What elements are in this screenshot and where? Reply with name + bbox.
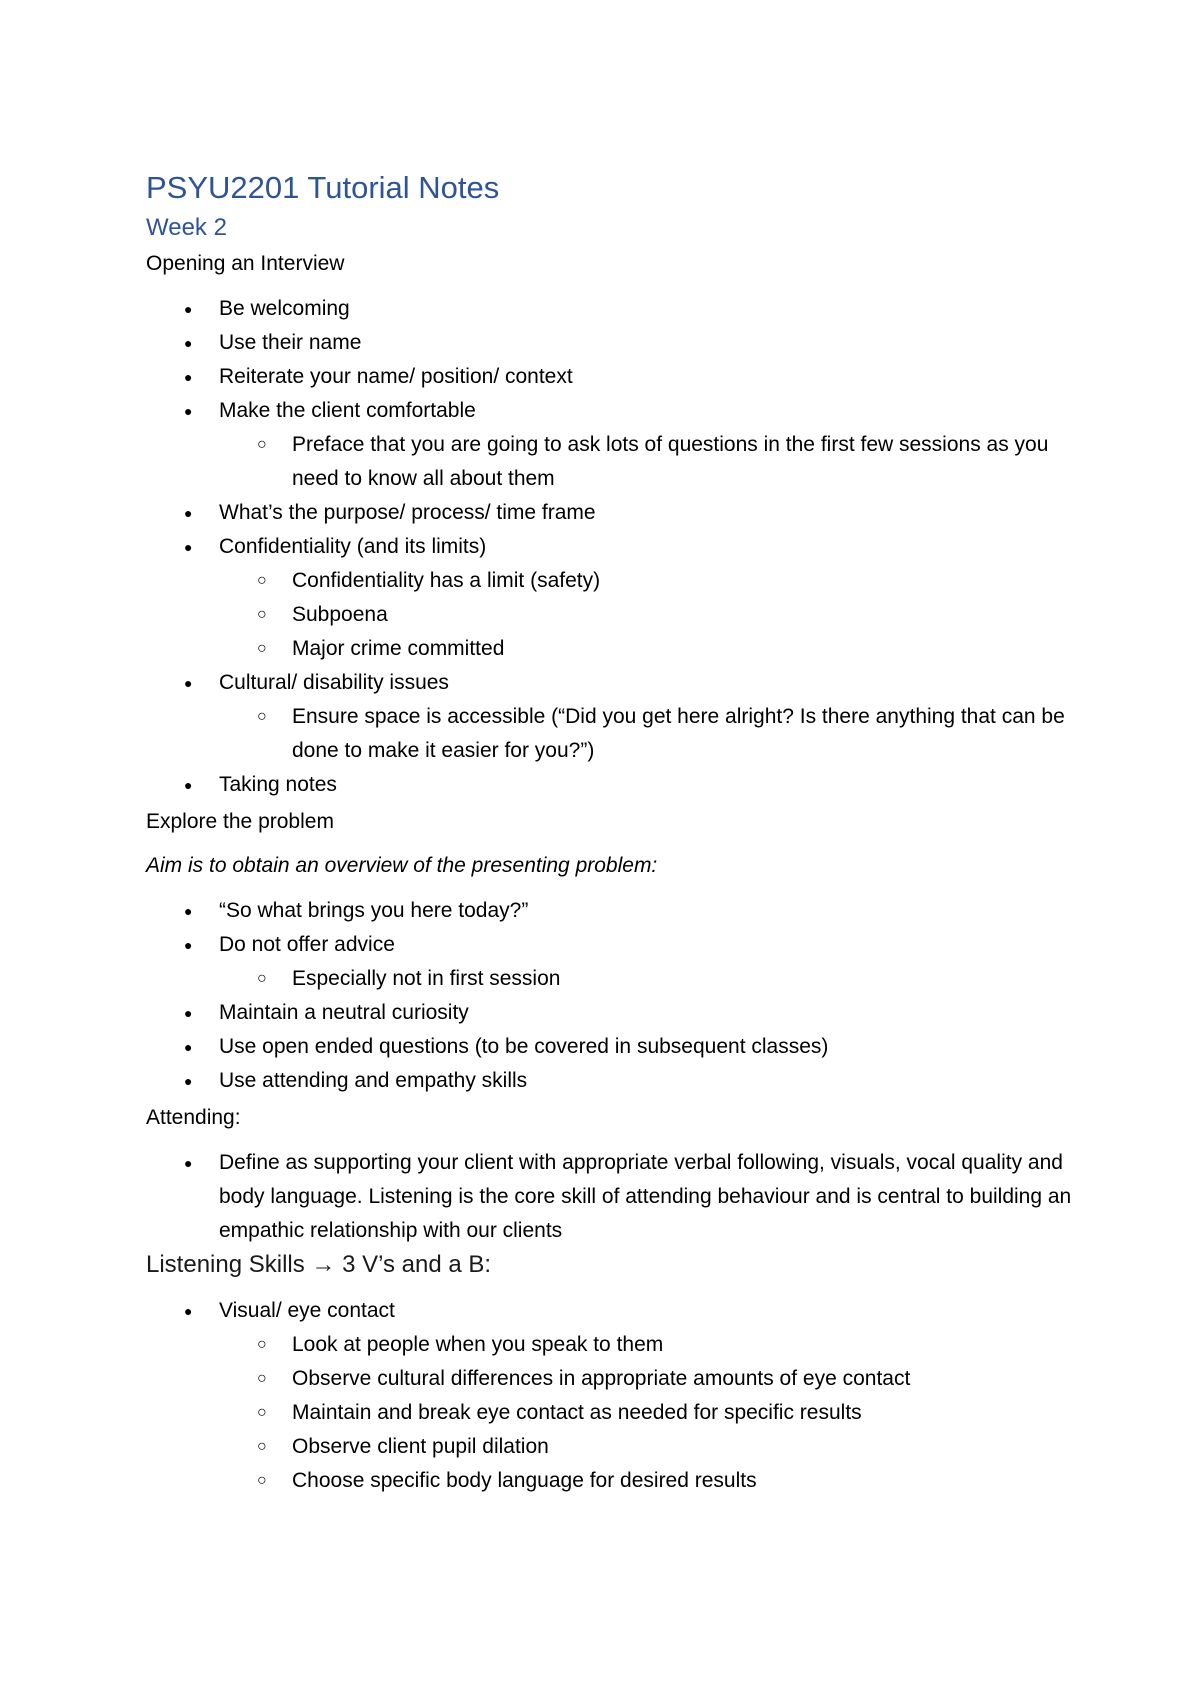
bullet-icon: ● <box>184 903 193 919</box>
sub-bullet-icon: ○ <box>257 640 267 657</box>
bullet-icon: ● <box>184 675 193 691</box>
list-item: ● Taking notes <box>146 768 1080 802</box>
attending-list <box>146 1146 1080 1248</box>
sub-bullet-icon: ○ <box>257 1404 267 1421</box>
bullet-icon: ● <box>184 1073 193 1089</box>
section-heading-opening: Opening an Interview <box>146 252 345 275</box>
bullet-icon: ● <box>184 1303 193 1319</box>
sub-list-item: ○ Observe client pupil dilation <box>219 1430 1080 1464</box>
list-item: ● Use open ended questions (to be covered in subsequent classes) <box>146 1030 1080 1064</box>
sub-list-item: ○ Look at people when you speak to them <box>219 1328 1080 1362</box>
aim-statement: Aim is to obtain an overview of the presenting problem: <box>146 854 658 877</box>
listening-list <box>146 1294 1080 1498</box>
list-item: ● Be welcoming <box>146 292 1080 326</box>
bullet-icon: ● <box>184 1155 193 1171</box>
bullet-icon: ● <box>184 505 193 521</box>
sub-list-item: ○ Major crime committed <box>219 632 1080 666</box>
sub-list-item: ○ Ensure space is accessible (“Did you get here alright? Is there anything that can be done to make it easier for you?”) <box>219 700 1080 768</box>
sub-list <box>219 962 1080 996</box>
bullet-icon: ● <box>184 1039 193 1055</box>
list-item: ● Make the client comfortable ○ Preface that you are going to ask lots of questions in the first few sessions as you need to know all about them <box>146 394 1080 496</box>
sub-bullet-icon: ○ <box>257 572 267 589</box>
list-item: ● Define as supporting your client with appropriate verbal following, visuals, vocal quality and body language. Listening is the core skill of attending behaviour and is central to building an empathic relationship with our clients <box>146 1146 1080 1248</box>
sub-bullet-icon: ○ <box>257 1336 267 1353</box>
list-item: ● Reiterate your name/ position/ context <box>146 360 1080 394</box>
sub-list-item: ○ Especially not in first session <box>219 962 1080 996</box>
sub-list <box>219 428 1080 496</box>
section-heading-attending: Attending: <box>146 1106 241 1129</box>
sub-list <box>219 564 1080 666</box>
list-item: ● Visual/ eye contact ○ Look at people when you speak to them ○ Observe cultural differences in appropriate amounts of eye contact ○ Maintain and break eye contact as needed for specific results ○ Observe client pupil dilation ○ Choose specific body language for desired results <box>146 1294 1080 1498</box>
sub-list-item: ○ Observe cultural differences in appropriate amounts of eye contact <box>219 1362 1080 1396</box>
section-heading-explore: Explore the problem <box>146 810 334 833</box>
list-item: ● Use their name <box>146 326 1080 360</box>
bullet-icon: ● <box>184 777 193 793</box>
bullet-icon: ● <box>184 1005 193 1021</box>
list-item: ● Maintain a neutral curiosity <box>146 996 1080 1030</box>
list-item: ● Cultural/ disability issues ○ Ensure space is accessible (“Did you get here alright? Is there anything that can be done to make it easier for you?”) <box>146 666 1080 768</box>
sub-list-item: ○ Choose specific body language for desired results <box>219 1464 1080 1498</box>
week-subtitle: Week 2 <box>146 214 227 241</box>
sub-bullet-icon: ○ <box>257 1438 267 1455</box>
sub-bullet-icon: ○ <box>257 708 267 725</box>
list-item: ● “So what brings you here today?” <box>146 894 1080 928</box>
bullet-icon: ● <box>184 335 193 351</box>
sub-bullet-icon: ○ <box>257 436 267 453</box>
bullet-icon: ● <box>184 301 193 317</box>
bullet-icon: ● <box>184 539 193 555</box>
list-item: ● Do not offer advice ○ Especially not in first session <box>146 928 1080 996</box>
bullet-icon: ● <box>184 403 193 419</box>
sub-list-item: ○ Maintain and break eye contact as needed for specific results <box>219 1396 1080 1430</box>
document-title: PSYU2201 Tutorial Notes <box>146 170 500 205</box>
sub-list-item: ○ Confidentiality has a limit (safety) <box>219 564 1080 598</box>
sub-list-item: ○ Subpoena <box>219 598 1080 632</box>
explore-list <box>146 894 1080 1098</box>
sub-bullet-icon: ○ <box>257 606 267 623</box>
bullet-icon: ● <box>184 937 193 953</box>
bullet-icon: ● <box>184 369 193 385</box>
opening-list <box>146 292 1080 802</box>
section-heading-listening: Listening Skills → 3 V’s and a B: <box>146 1251 492 1278</box>
list-item: ● Use attending and empathy skills <box>146 1064 1080 1098</box>
sub-list <box>219 700 1080 768</box>
sub-bullet-icon: ○ <box>257 970 267 987</box>
sub-bullet-icon: ○ <box>257 1370 267 1387</box>
sub-list-item: ○ Preface that you are going to ask lots of questions in the first few sessions as you need to know all about them <box>219 428 1080 496</box>
sub-bullet-icon: ○ <box>257 1472 267 1489</box>
list-item: ● Confidentiality (and its limits) ○ Confidentiality has a limit (safety) ○ Subpoena ○ Major crime committed <box>146 530 1080 666</box>
sub-list <box>219 1328 1080 1498</box>
list-item: ● What’s the purpose/ process/ time frame <box>146 496 1080 530</box>
